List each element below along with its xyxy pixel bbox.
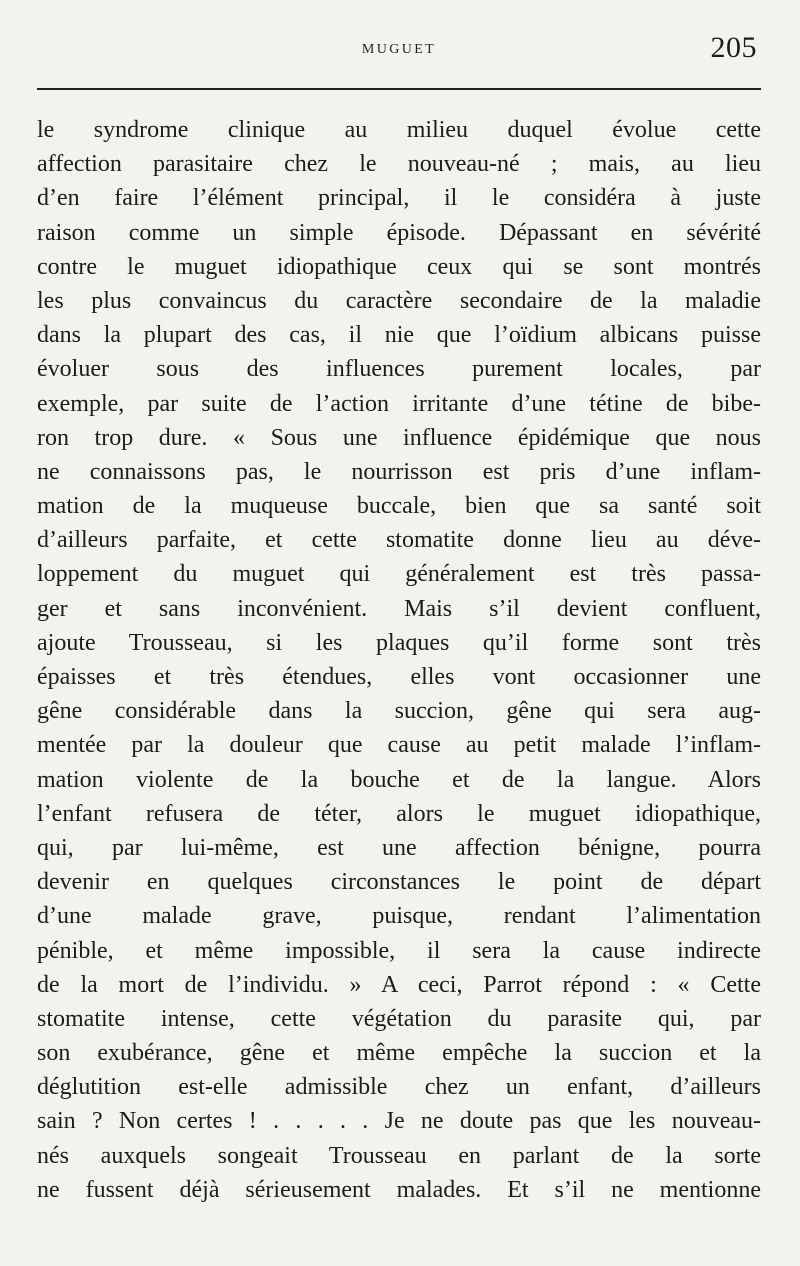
text-line: l’enfant refusera de téter, alors le muguet idiopathique, (37, 800, 761, 827)
text-line: d’une malade grave, puisque, rendant l’alimentation (37, 903, 761, 930)
text-line: gêne considérable dans la succion, gêne qui sera aug- (37, 698, 761, 725)
text-line: ne connaissons pas, le nourrisson est pris d’une inflam- (37, 458, 761, 485)
text-line: déglutition est-elle admissible chez un enfant, d’ailleurs (37, 1074, 761, 1101)
text-line: affection parasitaire chez le nouveau-né ; mais, au lieu (37, 151, 761, 178)
text-line: exemple, par suite de l’action irritante d’une tétine de bibe- (37, 390, 761, 417)
text-line: ger et sans inconvénient. Mais s’il devient confluent, (37, 595, 761, 622)
text-line: épaisses et très étendues, elles vont occasionner une (37, 664, 761, 690)
text-line: raison comme un simple épisode. Dépassant en sévérité (37, 219, 761, 246)
text-line: mentée par la douleur que cause au petit malade l’inflam- (37, 732, 761, 759)
text-line: stomatite intense, cette végétation du parasite qui, par (37, 1005, 761, 1032)
text-line: sain ? Non certes ! . . . . . Je ne doute pas que les nouveau- (37, 1108, 761, 1135)
running-head (37, 28, 761, 78)
text-line: ron trop dure. « Sous une influence épidémique que nous (37, 424, 761, 451)
text-line: contre le muguet idiopathique ceux qui se sont montrés (37, 253, 761, 280)
text-line: pénible, et même impossible, il sera la cause indirecte (37, 937, 761, 964)
text-line: d’en faire l’élément principal, il le considéra à juste (37, 185, 761, 212)
text-line: son exubérance, gêne et même empêche la succion et la (37, 1040, 761, 1067)
text-line: ajoute Trousseau, si les plaques qu’il forme sont très (37, 629, 761, 656)
text-line: nés auxquels songeait Trousseau en parlant de la sorte (37, 1142, 761, 1169)
text-line: de la mort de l’individu. » A ceci, Parrot répond : « Cette (37, 971, 761, 998)
text-line: évoluer sous des influences purement locales, par (37, 356, 761, 383)
text-line: mation violente de la bouche et de la langue. Alors (37, 766, 761, 793)
page-number: 205 (710, 31, 757, 64)
text-line: dans la plupart des cas, il nie que l’oïdium albicans puisse (37, 322, 761, 349)
running-title: MUGUET (361, 42, 437, 57)
text-line: les plus convaincus du caractère secondaire de la maladie (37, 287, 761, 314)
text-line: ne fussent déjà sérieusement malades. Et s’il ne mentionne (37, 1176, 761, 1203)
header-rule (37, 88, 761, 90)
text-line: d’ailleurs parfaite, et cette stomatite donne lieu au déve- (37, 527, 761, 554)
text-line: devenir en quelques circonstances le point de départ (37, 869, 761, 896)
text-line: loppement du muguet qui généralement est très passa- (37, 561, 761, 588)
text-line: qui, par lui-même, est une affection bénigne, pourra (37, 834, 761, 861)
body-text (37, 113, 761, 1207)
text-line: le syndrome clinique au milieu duquel évolue cette (37, 117, 761, 143)
text-line: mation de la muqueuse buccale, bien que sa santé soit (37, 493, 761, 520)
